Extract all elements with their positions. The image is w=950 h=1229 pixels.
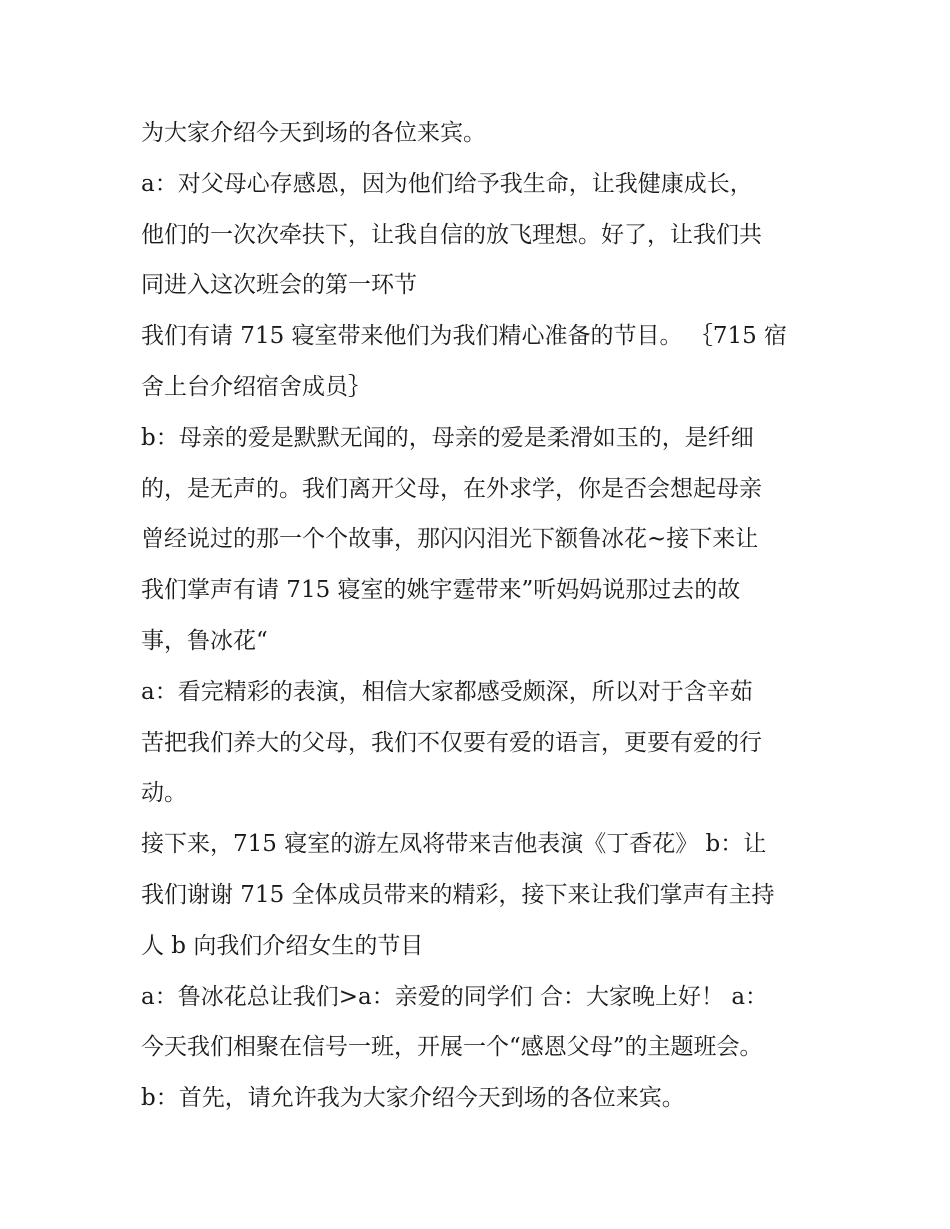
- text-line: a：鲁冰花总让我们>a：亲爱的同学们 合：大家晚上好！ a：: [141, 983, 769, 1010]
- text-line: 动。: [141, 780, 187, 807]
- text-line: b：首先，请允许我为大家介绍今天到场的各位来宾。: [141, 1085, 685, 1112]
- text-line: 的，是无声的。我们离开父母，在外求学，你是否会想起母亲: [141, 475, 762, 502]
- text-line: 同进入这次班会的第一环节: [141, 272, 417, 299]
- text-line: 事，鲁冰花“: [141, 627, 268, 654]
- text-line: 我们有请 715 寝室带来他们为我们精心准备的节目。 ｛715 宿: [141, 323, 788, 350]
- text-line: 曾经说过的那一个个故事，那闪闪泪光下额鲁冰花~接下来让: [141, 526, 759, 553]
- body-text: [141, 108, 821, 1124]
- text-line: 今天我们相聚在信号一班，开展一个“感恩父母”的主题班会。: [141, 1034, 763, 1061]
- text-line: 为大家介绍今天到场的各位来宾。: [141, 120, 486, 146]
- text-line: b：母亲的爱是默默无闻的，母亲的爱是柔滑如玉的，是纤细: [141, 424, 754, 451]
- text-line: 接下来，715 寝室的游左凤将带来吉他表演《丁香花》 b：让: [141, 831, 767, 858]
- text-line: 我们掌声有请 715 寝室的姚宇霆带来”听妈妈说那过去的故: [141, 577, 741, 604]
- text-line: 人 b 向我们介绍女生的节目: [141, 932, 424, 959]
- text-line: a：看完精彩的表演，相信大家都感受颇深，所以对于含辛茹: [141, 678, 753, 705]
- text-line: 他们的一次次牵扶下，让我自信的放飞理想。好了，让我们共: [141, 221, 762, 248]
- text-line: a：对父母心存感恩，因为他们给予我生命，让我健康成长，: [141, 170, 753, 197]
- text-line: 舍上台介绍宿舍成员｝: [141, 373, 371, 400]
- text-line: 苦把我们养大的父母，我们不仅要有爱的语言，更要有爱的行: [141, 729, 762, 756]
- text-line: 我们谢谢 715 全体成员带来的精彩，接下来让我们掌声有主持: [141, 881, 775, 908]
